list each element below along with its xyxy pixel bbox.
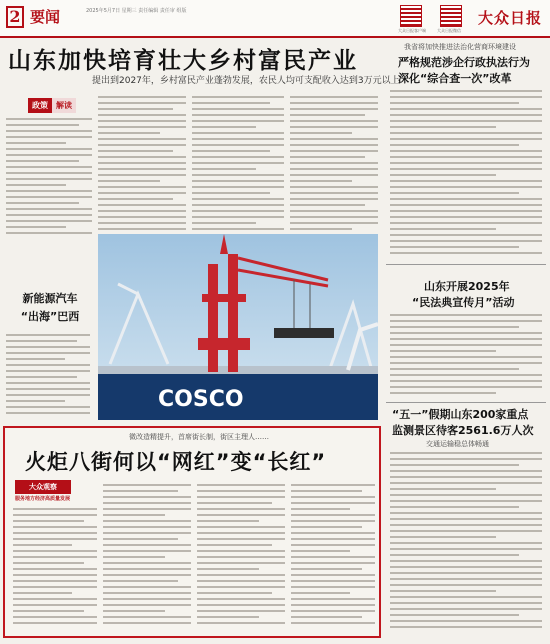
- top-story-headline[interactable]: 山东加快培育壮大乡村富民产业: [8, 48, 358, 74]
- qr-code-icon: [440, 5, 462, 27]
- feature-tag-sub: 服务地方经济高质量发展: [15, 496, 71, 502]
- photo-illustration: [98, 234, 378, 420]
- body-text-column: [103, 484, 191, 634]
- headline-line: 新能源汽车: [22, 292, 78, 305]
- article-headline[interactable]: “五一”假期山东200家重点: [392, 408, 529, 421]
- headline-line: “出海”巴西: [20, 310, 80, 323]
- top-story: [0, 40, 400, 240]
- article-headline[interactable]: 山东开展2025年: [424, 280, 510, 293]
- body-text-column: [390, 314, 542, 400]
- qr-caption: 大众日报客户端: [398, 28, 426, 33]
- body-text-column: [13, 508, 97, 634]
- divider: [386, 402, 546, 403]
- page-number: 2: [6, 6, 24, 28]
- newspaper-logo: 大众日报: [477, 9, 542, 27]
- body-text-column: [290, 96, 378, 236]
- section-title: 要闻: [30, 8, 61, 26]
- article-kicker: 交通运输稳总体畅通: [426, 440, 489, 448]
- top-story-subhead: 提出到2027年，乡村富民产业蓬勃发展，农民人均可支配收入达到3万元以上: [92, 76, 400, 86]
- issue-meta: 2025年5月7日 星期三 责任编辑 责任审 组版: [86, 8, 187, 14]
- section-tag: [28, 98, 76, 113]
- article-headline[interactable]: [18, 290, 82, 326]
- body-text-column: [390, 90, 542, 262]
- article-headline[interactable]: 严格规范涉企行政执法行为: [398, 56, 530, 69]
- body-text-column: [6, 118, 92, 236]
- qr-code-icon: [400, 5, 422, 27]
- tag-left: 政策: [28, 98, 52, 113]
- feature-kicker: 微改造精提升，首席街长制，街区主理人……: [129, 433, 269, 441]
- body-text-column: [291, 484, 375, 634]
- torch-street-feature: [3, 426, 381, 638]
- body-text-column: [6, 334, 90, 418]
- port-photo[interactable]: [98, 234, 378, 420]
- divider: [386, 264, 546, 265]
- masthead: [0, 0, 550, 38]
- article-headline[interactable]: “民法典宣传月”活动: [412, 296, 515, 309]
- tag-right: 解读: [52, 98, 76, 113]
- article-headline[interactable]: 深化“综合查一次”改革: [398, 72, 512, 85]
- qr-caption: 大众日报微信: [437, 28, 461, 33]
- body-text-column: [192, 96, 284, 236]
- article-headline[interactable]: 监测景区待客2561.6万人次: [392, 424, 534, 437]
- body-text-column: [98, 96, 186, 236]
- ship-hull-text: COSCO: [158, 387, 244, 412]
- body-text-column: [197, 484, 285, 634]
- feature-tag: 大众观察: [15, 480, 71, 494]
- article-kicker: 我省将加快推进法治化营商环境建设: [404, 43, 516, 51]
- right-column: [386, 40, 546, 644]
- feature-headline[interactable]: 火炬八街何以“网红”变“长红”: [25, 450, 327, 474]
- body-text-column: [390, 452, 542, 640]
- ev-export-article: [2, 240, 92, 418]
